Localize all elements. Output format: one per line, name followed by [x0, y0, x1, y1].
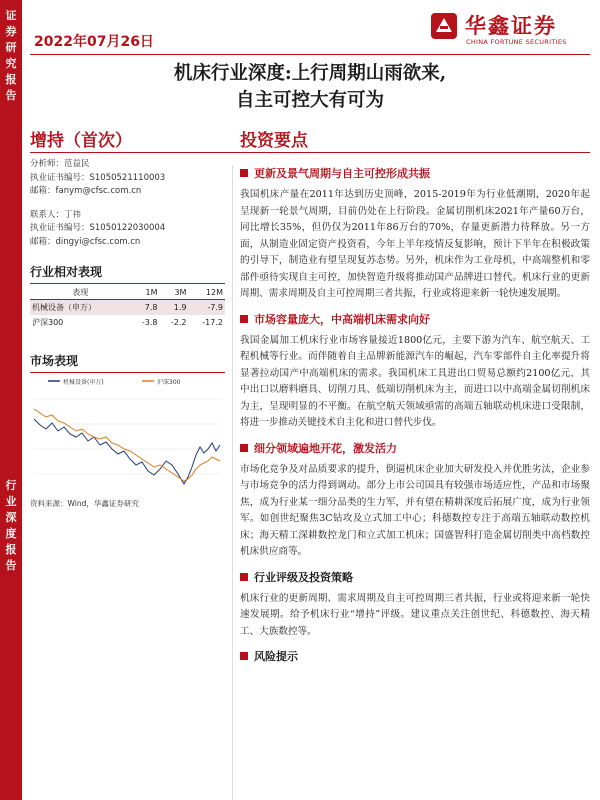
table-cell: -17.2: [202, 318, 223, 327]
col-header: 1M: [145, 288, 158, 297]
col-header: 表现: [72, 288, 89, 297]
side-char: 研: [5, 41, 17, 54]
rating-label: 增持（首次）: [30, 131, 132, 151]
bullet-square-icon: [240, 169, 248, 177]
col-header: 12M: [205, 288, 223, 297]
bullet-square-icon: [240, 444, 248, 452]
logo-name-en: CHINA FORTUNE SECURITIES: [466, 38, 567, 46]
keypoints-heading: 投资要点: [240, 131, 308, 151]
side-char: 证: [5, 9, 17, 22]
table-cell: 1.9: [159, 300, 188, 316]
performance-heading: 行业相对表现: [30, 265, 103, 279]
table-cell: -7.9: [188, 300, 225, 316]
market-heading: 市场表现: [30, 354, 79, 368]
section-title: 市场容量庞大，中高端机床需求向好: [254, 312, 430, 326]
table-row: [30, 315, 225, 330]
bullet-square-icon: [240, 573, 248, 581]
contact-line: 联系人：丁祎: [30, 209, 82, 220]
contact-email[interactable]: 邮箱：dingyi@cfsc.com.cn: [30, 236, 141, 247]
section-paragraph: 市场化竞争及对品质要求的提升，倒逼机床企业加大研发投入并优胜劣汰，企业参与市场竞争的活力得到调动。部分上市公司国具有较强市场适应性，产品和市场聚焦，成为行业某一细分品类的生力军，并有望在精耕深度后拓展广度，成为行业领军。如创世纪聚焦3C钻攻及立式加工中心；科德数控专注于高端五轴联动数控机床；海天精工深耕数控龙门和立式加工机床；国盛智科打造金属切削类中高档数控机床供应商等。: [240, 463, 590, 557]
spacer: [30, 199, 225, 209]
table-row: [30, 300, 225, 316]
side-char: 行: [5, 479, 17, 492]
logo-name-cn: 华鑫证券: [465, 14, 557, 38]
col-header: 3M: [174, 288, 187, 297]
section-title: 行业评级及投资策略: [254, 570, 353, 584]
logo-mark-icon: [430, 12, 458, 40]
table-cell: -3.8: [141, 318, 158, 327]
side-char: 报: [5, 543, 17, 556]
section-paragraph: 我国机床产量在2011年达到历史顶峰，2015-2019年为行业低潮期，2020年起呈现新一轮景气周期，目前仍处在上行阶段。金属切削机床2021年产量60万台，同比增长35%，但仍仅为2011年86万台的70%，存量更新潜力待释放。另一方面，从制造业固定资产投资看，今年上半年疫情反复影响，预计下半年在积极政策的引导下，制造业有望呈现复苏态势。另外，机床作为工业母机，中高端整机和零部件亟待实现自主可控，加快智造升级将推动国产品牌进口替代。机床行业的更新周期、需求周期及自主可控周期三者共振，行业或将迎来新一轮快速发展期。: [240, 189, 590, 299]
report-title: [30, 60, 590, 114]
section-title: 细分领域遍地开花，激发活力: [254, 441, 397, 455]
contact-line: 执业证书编号：S1050122030004: [30, 223, 166, 233]
side-label-report-type: [0, 478, 22, 574]
legend-label-1: 机械设备(申万): [63, 379, 104, 386]
performance-table: [30, 286, 225, 330]
side-char: 度: [5, 527, 17, 540]
side-char: 深: [5, 511, 17, 524]
table-cell: -2.2: [170, 318, 187, 327]
left-sidebar: [30, 158, 225, 509]
section-heading: [240, 648, 590, 664]
bullet-square-icon: [240, 315, 248, 323]
side-char: 报: [5, 73, 17, 86]
bullet-square-icon: [240, 652, 248, 660]
legend-label-2: 沪深300: [157, 379, 181, 386]
series-line-csi300: [34, 409, 220, 481]
market-chart: [30, 379, 225, 494]
table-cell: 沪深300: [32, 318, 64, 327]
table-cell: 7.8: [131, 300, 160, 316]
side-char: 券: [5, 25, 17, 38]
market-divider: [30, 372, 225, 373]
section-heading: [240, 311, 590, 327]
performance-divider: [30, 283, 225, 284]
side-char: 究: [5, 57, 17, 70]
section-paragraph: 我国金属加工机床行业市场容量接近1800亿元，主要下游为汽车、航空航天、工程机械等行业。而伴随着自主品牌新能源汽车的崛起，汽车零部件自主化率提升将显著拉动国产中高端机床的需求。我国机床工具进出口贸易总额约2100亿元，其中出口以磨料磨具、切削刀具、低端切削机床为主，而进口以中高端金属切削机床为主，呈现明显的不平衡。在航空航天领域亟需的高端五轴联动机床进口受限制，将进一步推动关键技术自主化和进口替代步伐。: [240, 334, 590, 428]
column-divider: [232, 165, 233, 800]
section-title: 更新及景气周期与自主可控形成共振: [254, 167, 430, 180]
analyst-line: 执业证书编号：S1050521110003: [30, 172, 166, 183]
section-divider: [30, 152, 590, 153]
title-line-2: 自主可控大有可为: [235, 90, 384, 111]
analyst-email[interactable]: 邮箱：fanym@cfsc.com.cn: [30, 186, 142, 196]
section-heading: [240, 440, 590, 456]
market-chart-svg: [30, 379, 225, 494]
section-paragraph: 机床行业的更新周期、需求周期及自主可控周期三者共振，行业或将迎来新一轮快速发展期。给予机床行业“增持”评级。建议重点关注创世纪、科德数控、海天精工、大族数控等。: [240, 592, 590, 637]
analyst-info: [30, 158, 225, 249]
header-divider: [30, 54, 590, 55]
key-points-body: [240, 165, 590, 670]
side-bar: [0, 0, 22, 800]
title-line-1: 机床行业深度:上行周期山雨欲来,: [173, 63, 447, 84]
side-char: 告: [5, 559, 17, 572]
company-logo: [430, 8, 590, 50]
table-cell: 机械设备（申万）: [30, 300, 131, 316]
section-title: 风险提示: [254, 650, 298, 663]
side-label-research: [0, 8, 22, 104]
side-char: 业: [5, 495, 17, 508]
chart-source: 资料来源：Wind，华鑫证券研究: [30, 499, 139, 508]
section-heading: [240, 569, 590, 585]
analyst-line: 分析师：范益民: [30, 159, 90, 169]
section-heading: [240, 165, 590, 181]
report-date: 2022年07月26日: [34, 34, 154, 50]
side-char: 告: [5, 89, 17, 102]
